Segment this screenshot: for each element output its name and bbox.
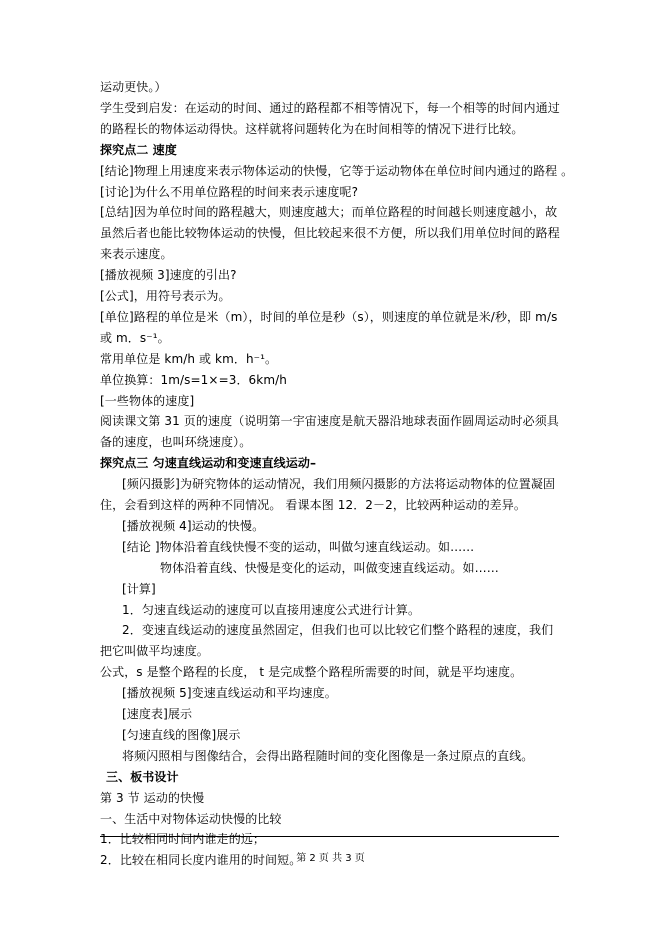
text-line: 2．比较在相同长度内谁用的时间短。: [100, 853, 302, 868]
footer-rule: [100, 836, 559, 837]
text-line: 或 m．s⁻¹。: [100, 330, 170, 345]
text-line: [播放视频 3]速度的引出?: [100, 268, 237, 283]
page-footer: 第 2 页 共 3 页: [296, 853, 365, 864]
text-line: 的路程长的物体运动得快。这样就将问题转化为在时间相等的情况下进行比较。: [100, 121, 524, 136]
text-line: 把它叫做平均速度。: [100, 644, 209, 659]
section-heading: 三、板书设计: [106, 769, 179, 784]
text-line: [速度表]展示: [122, 707, 193, 721]
text-line: 阅读课文第 31 页的速度（说明第一宇宙速度是航天器沿地球表面作圆周运动时必须具: [100, 414, 559, 429]
text-line: [单位]路程的单位是米（m），时间的单位是秒（s），则速度的单位就是米/秒，即 m/s: [100, 309, 558, 324]
text-line: [一些物体的速度]: [100, 393, 195, 408]
text-line: [计算]: [122, 581, 156, 596]
text-line: 第 3 节 运动的快慢: [100, 790, 205, 805]
text-line: 一、生活中对物体运动快慢的比较: [100, 811, 282, 826]
text-line: 物体沿着直线、快慢是变化的运动，叫做变速直线运动。如……: [160, 560, 499, 575]
text-line: [匀速直线的图像]展示: [122, 727, 241, 742]
text-line: [总结]因为单位时间的路程越大，则速度越大；而单位路程的时间越长则速度越小，故: [100, 205, 558, 220]
section-heading: 探究点二 速度: [100, 142, 177, 157]
text-line: 住，会看到这样的两种不同情况。 看课本图 12．2－2，比较两种运动的差异。: [100, 498, 526, 512]
text-line: 将频闪照相与图像结合，会得出路程随时间的变化图像是一条过原点的直线。: [122, 748, 534, 763]
text-line: [频闪摄影]为研究物体的运动情况，我们用频闪摄影的方法将运动物体的位置凝固: [122, 477, 556, 492]
text-line: [讨论]为什么不用单位路程的时间来表示速度呢?: [100, 184, 359, 199]
text-line: 公式，s 是整个路程的长度， t 是完成整个路程所需要的时间，就是平均速度。: [100, 665, 523, 680]
text-line: 虽然后者也能比较物体运动的快慢，但比较起来很不方便，所以我们用单位时间的路程: [100, 226, 560, 241]
text-line: 1．匀速直线运动的速度可以直接用速度公式进行计算。: [122, 602, 421, 617]
text-line: 2．变速直线运动的速度虽然固定，但我们也可以比较它们整个路程的速度，我们: [122, 623, 554, 638]
text-line: 1．比较相同时间内谁走的远；: [100, 832, 266, 847]
section-heading: 探究点三 匀速直线运动和变速直线运动–: [100, 456, 317, 471]
text-line: 来表示速度。: [100, 247, 173, 262]
text-line: [播放视频 5]变速直线运动和平均速度。: [122, 686, 337, 701]
text-line: 运动更快。）: [100, 80, 167, 94]
text-line: [播放视频 4]运动的快慢。: [122, 518, 265, 533]
text-line: [结论 ]物体沿着直线快慢不变的运动，叫做匀速直线运动。如……: [122, 539, 475, 554]
text-line: 常用单位是 km/h 或 km．h⁻¹。: [100, 351, 278, 366]
text-line: 备的速度，也叫环绕速度）。: [100, 435, 252, 450]
text-line: 学生受到启发：在运动的时间、通过的路程都不相等情况下，每一个相等的时间内通过: [100, 100, 560, 115]
text-line: [公式]，用符号表示为。: [100, 289, 231, 303]
text-line: [结论]物理上用速度来表示物体运动的快慢，它等于运动物体在单位时间内通过的路程 。: [100, 163, 574, 178]
text-line: 单位换算：1m/s=1×=3．6km/h: [100, 372, 287, 387]
